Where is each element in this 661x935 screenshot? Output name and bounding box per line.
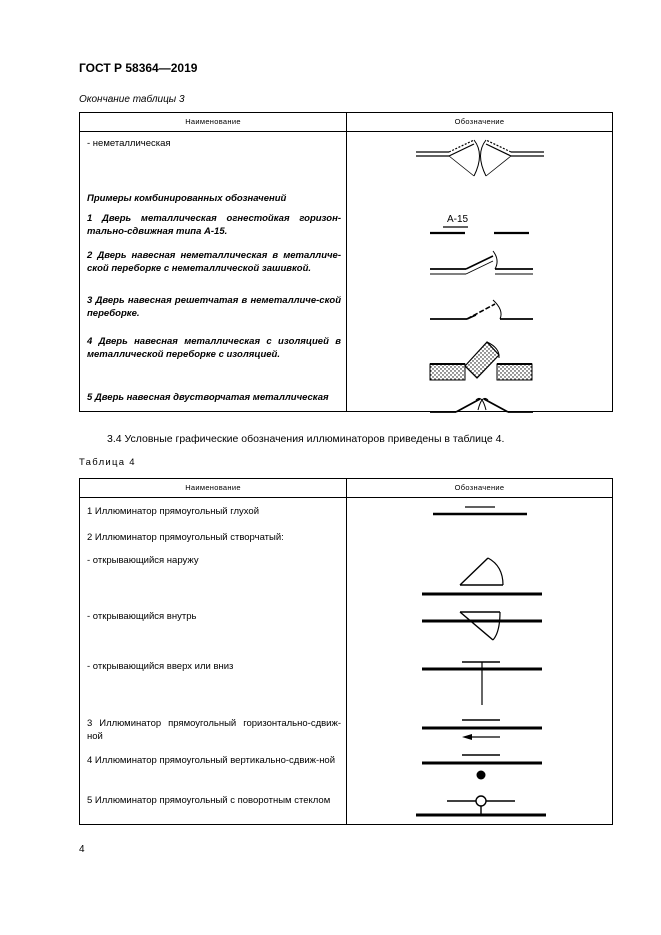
table4-row-2: 2 Иллюминатор прямоугольный створчатый: <box>87 532 284 543</box>
table4-row-5: 5 Иллюминатор прямоугольный с поворотным стеклом <box>87 795 331 806</box>
table4-row-3: 3 Иллюминатор прямоугольный горизонтально-сдвиж-ной <box>87 718 341 742</box>
page-number: 4 <box>79 844 85 855</box>
table3-examples-heading: Примеры комбинированных обозначений <box>87 193 287 204</box>
table4-row-2c: - открывающийся вверх или вниз <box>87 661 234 672</box>
table4-row-4: 4 Иллюминатор прямоугольный вертикально-сдвиж-ной <box>87 755 336 766</box>
a15-label: А-15 <box>447 214 469 225</box>
table3-row-ex3: 3 Дверь навесная решетчатая в неметалличе-ской переборке. <box>87 295 341 319</box>
table4-col-name: Наименование <box>185 483 241 492</box>
document-header: ГОСТ Р 58364—2019 <box>79 61 198 75</box>
table-3 <box>79 112 613 412</box>
table3-row-ex5: 5 Дверь навесная двустворчатая металлическая <box>87 392 329 403</box>
table4-caption: Таблица 4 <box>79 457 136 468</box>
table3-row-ex4: 4 Дверь навесная металлическая с изоляцией в металлической переборке с изоляцией. <box>87 336 341 360</box>
table4-row-1: 1 Иллюминатор прямоугольный глухой <box>87 506 260 517</box>
table3-column-divider <box>346 113 347 411</box>
table3-col-name: Наименование <box>185 117 241 126</box>
table4-row-2a: - открывающийся наружу <box>87 555 199 566</box>
table3-row-ex2: 2 Дверь навесная неметаллическая в металличе-ской переборке с неметаллической зашивкой. <box>87 250 341 274</box>
table3-row-ex1: 1 Дверь металлическая огнестойкая горизон-тально-сдвижная типа А-15. <box>87 213 341 237</box>
paragraph-3-4: 3.4 Условные графические обозначения иллюминаторов приведены в таблице 4. <box>107 433 505 445</box>
table3-caption: Окончание таблицы 3 <box>79 94 185 105</box>
table4-row-2b: - открывающийся внутрь <box>87 611 197 622</box>
table3-row-nonmetal: - неметаллическая <box>87 138 171 149</box>
table3-col-symbol: Обозначение <box>454 117 505 126</box>
table-4 <box>79 478 613 825</box>
table4-column-divider <box>346 479 347 824</box>
table4-col-symbol: Обозначение <box>454 483 505 492</box>
